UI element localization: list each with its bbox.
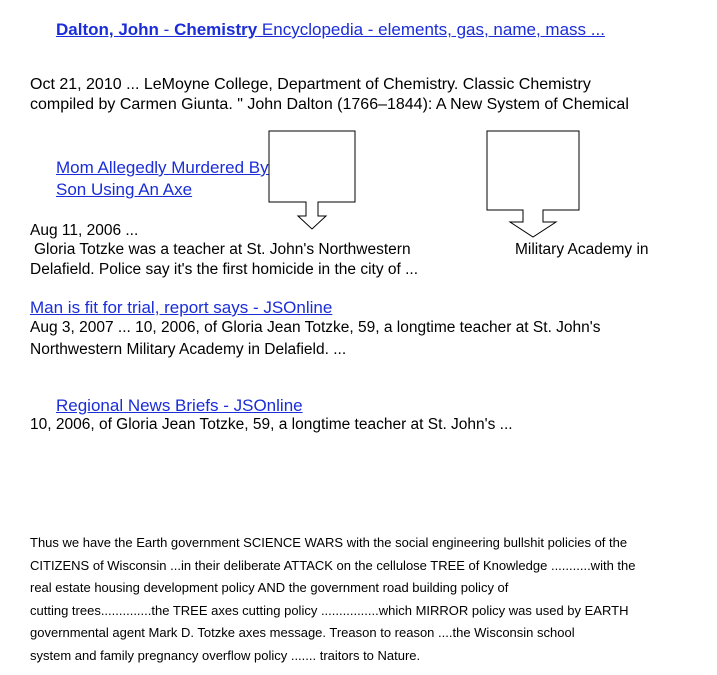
paragraph-line: real estate housing development policy AND the government road building policy of (30, 580, 509, 595)
paragraph-line: system and family pregnancy overflow policy ....... traitors to Nature. (30, 647, 421, 663)
result-title-regional-news[interactable]: Regional News Briefs - JSOnline (56, 396, 303, 415)
snippet-line: Northwestern Military Academy in Delafield. ... (30, 341, 347, 358)
snippet-line: Military Academy in (515, 241, 649, 258)
snippet-line: Oct 21, 2010 ... LeMoyne College, Department of Chemistry. Classic Chemistry (30, 76, 591, 93)
snippet-line: Aug 3, 2007 ... 10, 2006, of Gloria Jean Totzke, 59, a longtime teacher at St. John's (30, 319, 601, 336)
result-title-dalton[interactable] (56, 20, 605, 40)
snippet-line: Delafield. Police say it's the first homicide in the city of ... (30, 261, 419, 278)
paragraph-line: governmental agent Mark D. Totzke axes message. Treason to reason ....the Wisconsin school (30, 625, 575, 640)
down-arrow-shape-right (486, 130, 582, 238)
result-title-mom-axe[interactable]: Mom Allegedly Murdered By Son Using An Axe (56, 158, 269, 199)
snippet-line: 10, 2006, of Gloria Jean Totzke, 59, a longtime teacher at St. John's ... (30, 416, 513, 433)
title-rest: Encyclopedia - elements, gas, name, mass ... (257, 20, 605, 39)
down-arrow-shape-left (268, 130, 358, 230)
title-bold-dalton: Dalton, John (56, 20, 159, 39)
title-bold-chemistry: Chemistry (174, 20, 258, 39)
snippet-line: Gloria Totzke was a teacher at St. John's Northwestern (34, 241, 411, 258)
paragraph-line: CITIZENS of Wisconsin ...in their deliberate ATTACK on the cellulose TREE of Knowledge ...........with the (30, 557, 636, 573)
commentary-paragraph (30, 532, 700, 667)
title-separator: - (158, 20, 175, 39)
result-title-fit-for-trial[interactable]: Man is fit for trial, report says - JSOnline (30, 298, 333, 317)
snippet-line: compiled by Carmen Giunta. " John Dalton (1766–1844): A New System of Chemical (30, 96, 629, 113)
result-date: Aug 11, 2006 ... (30, 222, 139, 239)
paragraph-line: Thus we have the Earth government SCIENCE WARS with the social engineering bullshit policies of the (30, 535, 628, 550)
paragraph-line: cutting trees..............the TREE axes cutting policy ................which MIRROR policy was used by EARTH (30, 602, 629, 618)
